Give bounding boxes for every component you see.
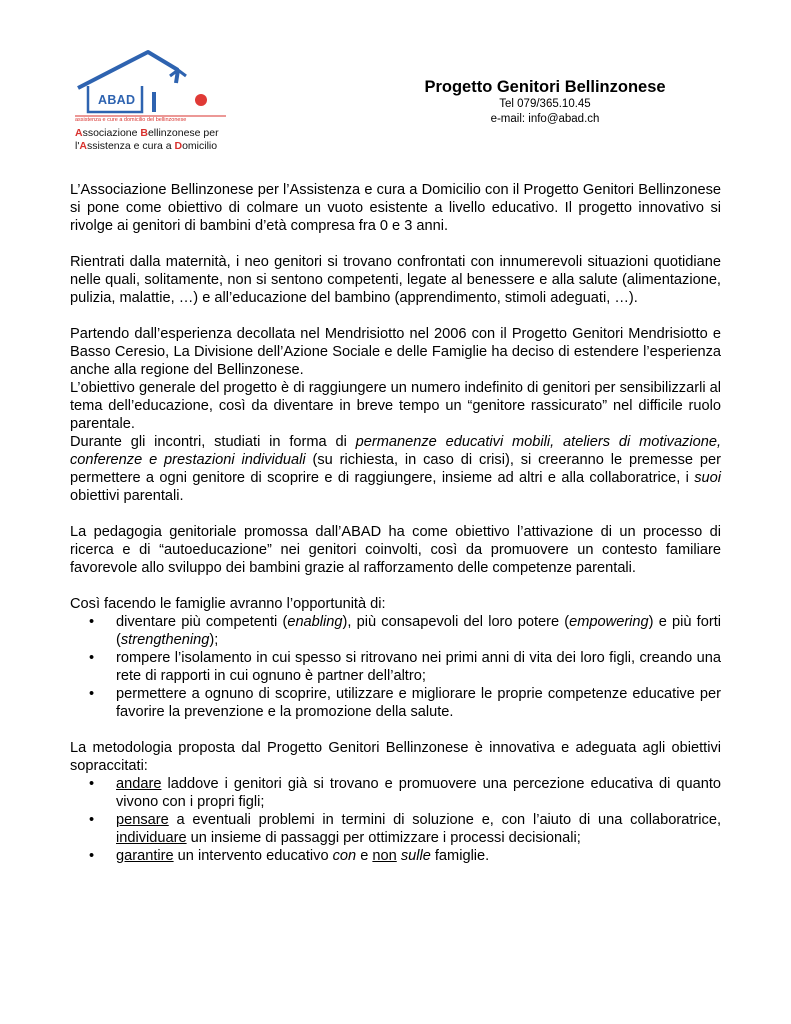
text-run: e [356, 848, 373, 864]
italic-text: con [332, 848, 357, 864]
text-run: famiglie. [430, 848, 490, 864]
italic-text: strengthening [120, 632, 210, 648]
document-title: Progetto Genitori Bellinzonese [424, 78, 666, 96]
underlined-text: individuare [116, 830, 187, 846]
paragraph-spacer [70, 577, 721, 595]
paragraph [70, 379, 721, 433]
logo-abbreviation: ABAD [98, 93, 136, 107]
italic-text: empowering [569, 614, 649, 630]
bullet-icon: • [89, 614, 95, 630]
text-run: ssistenza e cura a [86, 140, 175, 152]
italic-text: suoi [694, 470, 721, 486]
text-run: ) e più forti ( [116, 614, 721, 648]
text-run: rompere l’isolamento in cui spesso si ritrovano nei primi anni di vita dei loro figli, creando una rete di rapporti in cui ognuno è partner dell’altro; [116, 650, 721, 684]
document-header [380, 77, 710, 126]
text-run: L’obiettivo generale del progetto è di raggiungere un numero indefinito di genitori per sensibilizzarli al tema dell’educazione, così da diventare in breve tempo un “genitore rassicurato” nel difficile ruolo parentale. [70, 380, 721, 432]
text-run: L’Associazione Bellinzonese per l’Assistenza e cura a Domicilio con il Progetto Genitori Bellinzonese si pone come obiettivo di colmare un vuoto esistente a livello educativo. Il progetto innovativo si rivolge ai genitori di bambini d’età compresa fra 0 e 3 anni. [70, 182, 721, 234]
underlined-text: non [372, 848, 397, 864]
text-run: ellinzonese per [147, 127, 219, 139]
paragraph [70, 595, 721, 613]
text-run: ), più consapevoli del loro potere ( [342, 614, 570, 630]
logo-name-line [75, 127, 219, 140]
logo-association-name [75, 127, 219, 153]
underlined-text: andare [116, 776, 162, 792]
underlined-text: pensare [116, 812, 169, 828]
text-run: l' [75, 140, 80, 152]
list-item [70, 685, 721, 721]
bullet-icon: • [89, 812, 95, 828]
list-item [70, 775, 721, 811]
list-item [70, 649, 721, 685]
paragraph [70, 181, 721, 235]
italic-text: sulle [400, 848, 431, 864]
document-body [70, 181, 721, 865]
list-item [70, 811, 721, 847]
text-run: D [174, 140, 183, 152]
paragraph [70, 523, 721, 577]
italic-text: enabling [287, 614, 343, 630]
abad-logo [66, 46, 246, 158]
bullet-icon: • [89, 776, 95, 792]
paragraph [70, 739, 721, 775]
bullet-list [70, 775, 721, 865]
text-run: (su richiesta, in caso di crisi), si creeranno le premesse per permettere a ogni genitore di scoprire e di raggiungere, insieme ad altri e alla collaboratrice, i [70, 452, 721, 486]
text-run: Rientrati dalla maternità, i neo genitori si trovano confrontati con innumerevoli situazioni quotidiane nelle quali, solitamente, non si sentono competenti, legate al benessere e alla salute (alimentazione, pulizia, malattie, …) e all’educazione del bambino (apprendimento, stimoli adeguati, …). [70, 254, 721, 306]
paragraph [70, 433, 721, 505]
text-run: Durante gli incontri, studiati in forma di [70, 434, 356, 450]
paragraph-spacer [70, 235, 721, 253]
text-run: Partendo dall’esperienza decollata nel Mendrisiotto nel 2006 con il Progetto Genitori Mendrisiotto e Basso Ceresio, La Divisione dell’Azione Sociale e delle Famiglie ha deciso di estendere l’esperienza anche alla regione del Bellinzonese. [70, 326, 721, 378]
phone-number: Tel 079/365.10.45 [499, 98, 591, 110]
text-run: La metodologia proposta dal Progetto Genitori Bellinzonese è innovativa e adeguata agli obiettivi sopraccitati: [70, 740, 721, 774]
paragraph-spacer [70, 721, 721, 739]
logo-name-line [75, 140, 219, 153]
paragraph-spacer [70, 505, 721, 523]
bullet-list [70, 613, 721, 721]
text-run: laddove i genitori già si trovano e promuovere una percezione educativa di quanto vivono con i propri figli; [116, 776, 721, 810]
bullet-icon: • [89, 848, 95, 864]
text-run: ssociazione [82, 127, 141, 139]
text-run: diventare più competenti ( [116, 614, 288, 630]
text-run: B [140, 127, 148, 139]
paragraph-spacer [70, 307, 721, 325]
text-run: La pedagogia genitoriale promossa dall’ABAD ha come obiettivo l’attivazione di un processo di ricerca e di “autoeducazione” nei genitori coinvolti, così da promuovere un contesto familiare favorevole allo sviluppo dei bambini grazie al rafforzamento delle competenze parentali. [70, 524, 721, 576]
text-run: permettere a ognuno di scoprire, utilizzare e migliorare le proprie competenze educative per favorire la prevenzione e la promozione della salute. [116, 686, 721, 720]
text-run: Così facendo le famiglie avranno l’opportunità di: [70, 596, 386, 612]
text-run: un intervento educativo [173, 848, 333, 864]
text-run: omicilio [182, 140, 218, 152]
text-run: obiettivi parentali. [70, 488, 184, 504]
list-item [70, 613, 721, 649]
logo-subtitle: assistenza e cure a domicilio del bellinzonese [75, 117, 187, 123]
bullet-icon: • [89, 650, 95, 666]
paragraph [70, 325, 721, 379]
text-run: un insieme di passaggi per ottimizzare i processi decisionali; [186, 830, 581, 846]
text-run: A [79, 140, 87, 152]
paragraph [70, 253, 721, 307]
list-item [70, 847, 721, 865]
red-dot-icon [195, 94, 207, 106]
underlined-text: garantire [116, 848, 174, 864]
text-run: ); [209, 632, 219, 648]
bullet-icon: • [89, 686, 95, 702]
text-run: A [75, 127, 83, 139]
italic-text: permanenze educativi mobili, ateliers di motivazione, conferenze e prestazioni individuali [70, 434, 722, 468]
email-address: e-mail: info@abad.ch [490, 112, 600, 125]
text-run: a eventuali problemi in termini di soluzione e, con l’aiuto di una collaboratrice, [168, 812, 721, 828]
